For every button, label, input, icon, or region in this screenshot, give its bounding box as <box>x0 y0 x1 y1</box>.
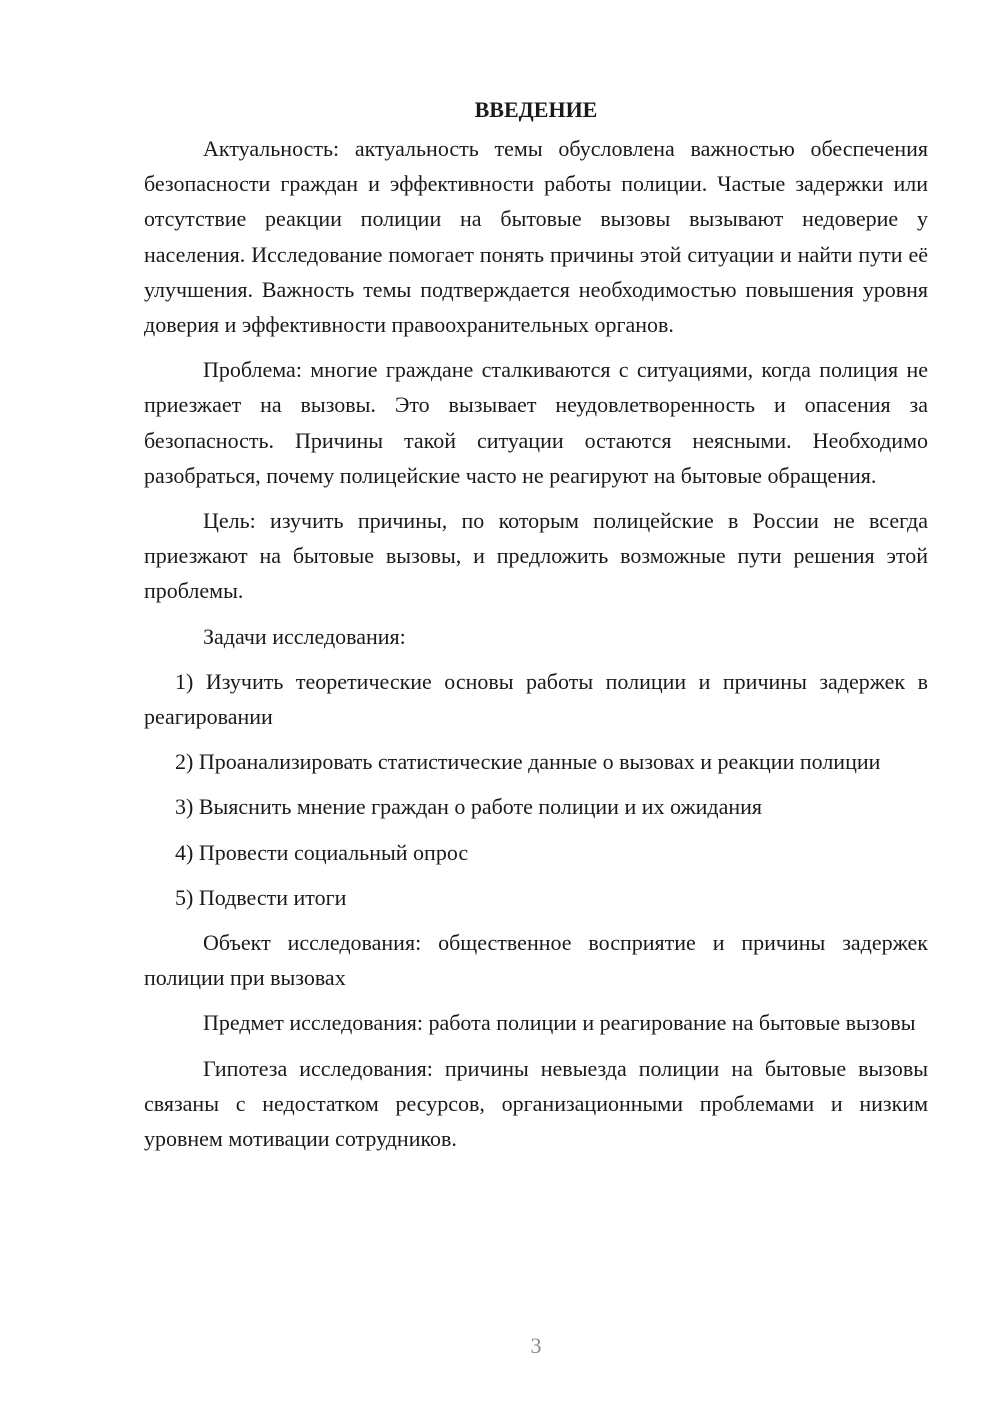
task-item-4: 4) Провести социальный опрос <box>175 839 469 865</box>
task-item-5: 5) Подвести итоги <box>175 884 347 910</box>
paragraph-goal: Цель: изучить причины, по которым полицейские в России не всегда приезжают на бытовые вызовы, и предложить возможные пути решения этой проблемы. <box>144 508 928 604</box>
tasks-heading: Задачи исследования: <box>203 623 406 649</box>
task-item-2: 2) Проанализировать статистические данные о вызовах и реакции полиции <box>175 749 881 775</box>
paragraph-problem: Проблема: многие граждане сталкиваются с ситуациями, когда полиция не приезжает на вызовы. Это вызывает неудовлетворенность и опасения за безопасность. Причины такой ситуации остаются неясными. Необходимо разобраться, почему полицейские часто не реагируют на бытовые обращения. <box>144 357 928 488</box>
paragraph-object: Объект исследования: общественное восприятие и причины задержек полиции при вызовах <box>144 930 928 991</box>
task-item-1: 1) Изучить теоретические основы работы полиции и причины задержек в реагировании <box>144 668 928 730</box>
page-number: 3 <box>530 1333 542 1358</box>
paragraph-subject: Предмет исследования: работа полиции и реагирование на бытовые вызовы <box>203 1010 916 1036</box>
task-item-3: 3) Выяснить мнение граждан о работе полиции и их ожидания <box>175 794 763 820</box>
document-page <box>144 92 928 1166</box>
section-heading: ВВЕДЕНИЕ <box>474 97 598 122</box>
paragraph-hypothesis: Гипотеза исследования: причины невыезда полиции на бытовые вызовы связаны с недостатком ресурсов, организационными проблемами и низким уровнем мотивации сотрудников. <box>144 1055 928 1152</box>
paragraph-relevance: Актуальность: актуальность темы обусловлена важностью обеспечения безопасности граждан и эффективности работы полиции. Частые задержки или отсутствие реакции полиции на бытовые вызовы вызывают недоверие у населения. Исследование помогает понять причины этой ситуации и найти пути её улучшения. Важность темы подтверждается необходимостью повышения уровня доверия и эффективности правоохранительных органов. <box>144 136 928 338</box>
